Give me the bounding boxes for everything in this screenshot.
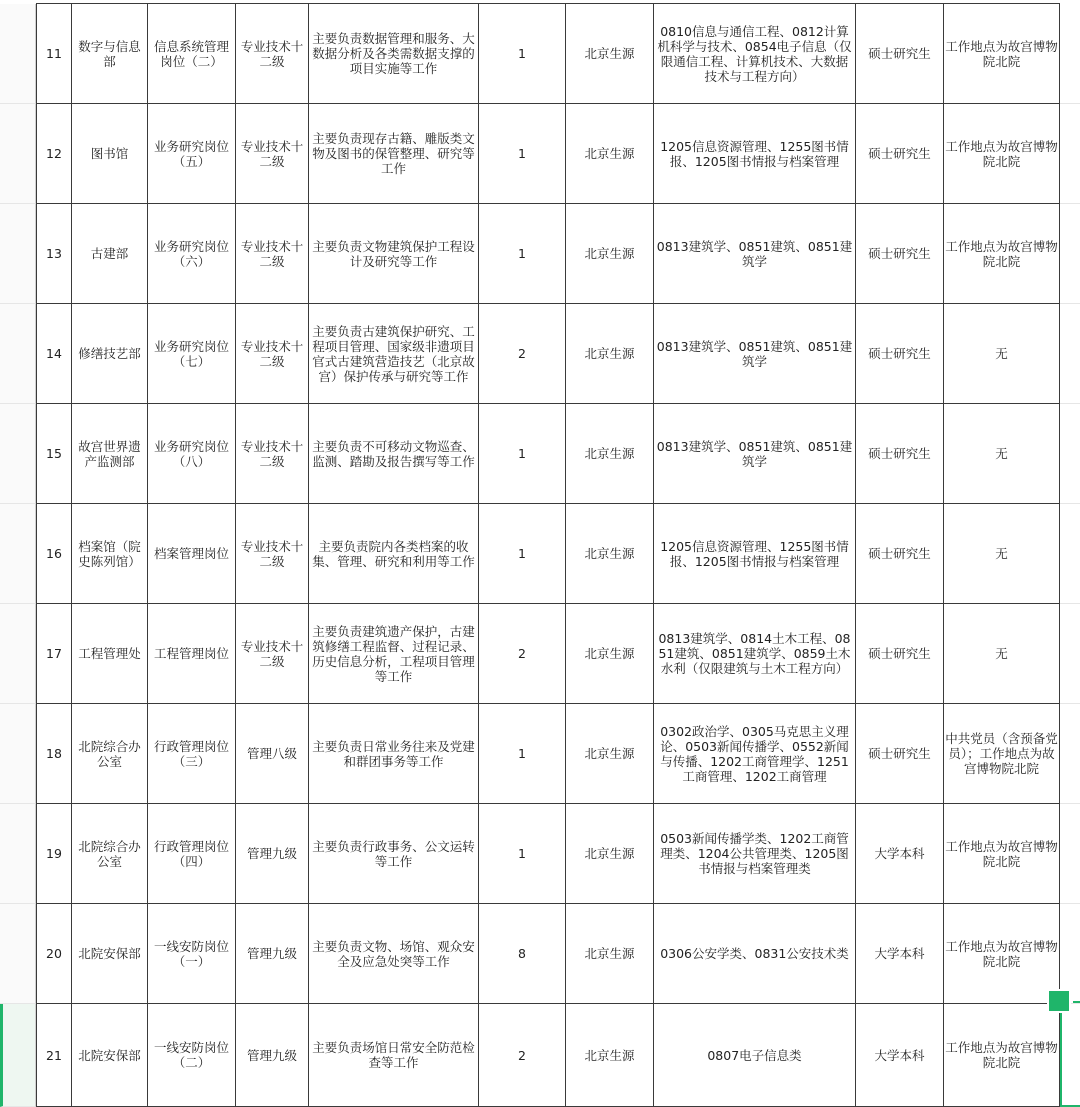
cell-count[interactable] bbox=[479, 304, 566, 404]
cell-post[interactable] bbox=[148, 904, 236, 1004]
cell-text: 0813建筑学、0814土木工程、0851建筑、0851建筑学、0859土木水利（仅限建筑与土木工程方向） bbox=[658, 631, 851, 676]
cell-text: 0810信息与通信工程、0812计算机科学与技术、0854电子信息（仅限通信工程、计算机技术、大数据技术与工程方向） bbox=[657, 23, 852, 84]
cell-text: 行政管理岗位（四） bbox=[153, 838, 229, 869]
cell-seq[interactable] bbox=[36, 4, 72, 104]
cell-note[interactable] bbox=[944, 704, 1060, 804]
cell-text: 北京生源 bbox=[584, 846, 635, 861]
cell-text: 北京生源 bbox=[584, 1047, 635, 1063]
cell-text: 业务研究岗位（八） bbox=[153, 438, 229, 469]
cell-count[interactable] bbox=[479, 104, 566, 204]
cell-duties[interactable] bbox=[309, 104, 479, 204]
cell-text: 档案馆（院史陈列馆） bbox=[78, 538, 141, 569]
cell-post[interactable] bbox=[148, 1004, 236, 1107]
cell-source[interactable] bbox=[566, 4, 654, 104]
cell-text: 2 bbox=[518, 1047, 526, 1063]
cell-text: 17 bbox=[46, 646, 62, 661]
cell-text: 无 bbox=[995, 646, 1008, 661]
cell-text: 工作地点为故宫博物院北院 bbox=[945, 938, 1058, 969]
cell-text: 无 bbox=[995, 446, 1008, 461]
cell-duties[interactable] bbox=[309, 304, 479, 404]
cell-dept[interactable] bbox=[72, 704, 148, 804]
cell-text: 业务研究岗位（五） bbox=[153, 138, 229, 169]
row-header[interactable] bbox=[0, 304, 36, 404]
cell-edu[interactable] bbox=[856, 4, 944, 104]
cell-level[interactable] bbox=[236, 704, 309, 804]
cell-dept[interactable] bbox=[72, 504, 148, 604]
cell-text: 专业技术十二级 bbox=[240, 238, 304, 269]
cell-edu[interactable] bbox=[856, 104, 944, 204]
cell-text: 13 bbox=[46, 246, 62, 261]
cell-text: 修缮技艺部 bbox=[78, 346, 141, 361]
cell-empty[interactable] bbox=[1060, 204, 1080, 304]
cell-dept[interactable] bbox=[72, 804, 148, 904]
cell-text: 信息系统管理岗位（二） bbox=[153, 38, 229, 69]
cell-empty[interactable] bbox=[1060, 304, 1080, 404]
cell-text: 北院安保部 bbox=[78, 1047, 141, 1063]
cell-seq[interactable] bbox=[36, 704, 72, 804]
cell-post[interactable] bbox=[148, 204, 236, 304]
cell-major[interactable] bbox=[654, 1004, 856, 1107]
cell-text: 工作地点为故宫博物院北院 bbox=[945, 238, 1058, 269]
cell-dept[interactable] bbox=[72, 4, 148, 104]
cell-note[interactable] bbox=[944, 204, 1060, 304]
cell-major[interactable] bbox=[654, 604, 856, 704]
cell-text: 北院安保部 bbox=[78, 946, 141, 961]
row-header[interactable] bbox=[0, 604, 36, 704]
cell-text: 业务研究岗位（七） bbox=[153, 338, 229, 369]
cell-source[interactable] bbox=[566, 804, 654, 904]
cell-empty[interactable] bbox=[1060, 104, 1080, 204]
cell-text: 专业技术十二级 bbox=[240, 138, 304, 169]
cell-level[interactable] bbox=[236, 4, 309, 104]
cell-post[interactable] bbox=[148, 304, 236, 404]
cell-text: 1205信息资源管理、1255图书情报、1205图书情报与档案管理 bbox=[660, 138, 849, 169]
cell-edu[interactable] bbox=[856, 904, 944, 1004]
cell-note[interactable] bbox=[944, 404, 1060, 504]
cell-text: 1 bbox=[518, 846, 526, 861]
cell-text: 0503新闻传播学类、1202工商管理类、1204公共管理类、1205图书情报与档案管理类 bbox=[660, 831, 849, 876]
cell-duties[interactable] bbox=[309, 604, 479, 704]
row-header[interactable] bbox=[0, 404, 36, 504]
cell-seq[interactable] bbox=[36, 404, 72, 504]
cell-count[interactable] bbox=[479, 4, 566, 104]
cell-count[interactable] bbox=[479, 1004, 566, 1107]
cell-text: 图书馆 bbox=[90, 146, 129, 161]
cell-level[interactable] bbox=[236, 304, 309, 404]
cell-note[interactable] bbox=[944, 304, 1060, 404]
row-header[interactable] bbox=[0, 904, 36, 1004]
cell-dept[interactable] bbox=[72, 304, 148, 404]
cell-text: 0302政治学、0305马克思主义理论、0503新闻传播学、0552新闻与传播、1202工商管理学、1251工商管理、1202工商管理 bbox=[660, 723, 849, 784]
cell-text: 中共党员（含预备党员）；工作地点为故宫博物院北院 bbox=[945, 731, 1058, 776]
cell-text: 北京生源 bbox=[584, 446, 635, 461]
cell-edu[interactable] bbox=[856, 404, 944, 504]
cell-duties[interactable] bbox=[309, 4, 479, 104]
cell-text: 0813建筑学、0851建筑、0851建筑学 bbox=[656, 238, 853, 269]
cell-text: 2 bbox=[518, 646, 526, 661]
cell-text: 专业技术十二级 bbox=[240, 38, 304, 69]
cell-text: 故宫世界遗产监测部 bbox=[78, 438, 141, 469]
cell-level[interactable] bbox=[236, 104, 309, 204]
cell-text: 0807电子信息类 bbox=[707, 1047, 802, 1063]
cell-text: 主要负责建筑遗产保护，古建筑修缮工程监督、过程记录、历史信息分析，工程项目管理等工作 bbox=[312, 623, 475, 684]
cell-source[interactable] bbox=[566, 204, 654, 304]
cell-level[interactable] bbox=[236, 604, 309, 704]
row-header[interactable] bbox=[0, 104, 36, 204]
cell-text: 硕士研究生 bbox=[868, 146, 931, 161]
cell-text: 硕士研究生 bbox=[868, 46, 931, 61]
cell-count[interactable] bbox=[479, 204, 566, 304]
cell-text: 工程管理处 bbox=[78, 646, 141, 661]
cell-text: 工作地点为故宫博物院北院 bbox=[945, 1040, 1058, 1070]
cell-major[interactable] bbox=[654, 804, 856, 904]
cell-text: 管理九级 bbox=[246, 1047, 297, 1063]
cell-text: 1205信息资源管理、1255图书情报、1205图书情报与档案管理 bbox=[660, 538, 849, 569]
cell-text: 业务研究岗位（六） bbox=[153, 238, 229, 269]
cell-text: 硕士研究生 bbox=[868, 446, 931, 461]
cell-dept[interactable] bbox=[72, 204, 148, 304]
cell-source[interactable] bbox=[566, 904, 654, 1004]
cell-text: 工程管理岗位 bbox=[153, 646, 229, 661]
cell-count[interactable] bbox=[479, 604, 566, 704]
cell-level[interactable] bbox=[236, 1004, 309, 1107]
cell-text: 工作地点为故宫博物院北院 bbox=[945, 138, 1058, 169]
cell-source[interactable] bbox=[566, 104, 654, 204]
cell-note[interactable] bbox=[944, 804, 1060, 904]
cell-seq[interactable] bbox=[36, 604, 72, 704]
cell-note[interactable] bbox=[944, 604, 1060, 704]
selection-fill-handle[interactable] bbox=[1047, 989, 1071, 1013]
cell-seq[interactable] bbox=[36, 504, 72, 604]
cell-text: 主要负责文物、场馆、观众安全及应急处突等工作 bbox=[312, 938, 475, 969]
cell-major[interactable] bbox=[654, 4, 856, 104]
cell-major[interactable] bbox=[654, 304, 856, 404]
cell-text: 大学本科 bbox=[874, 846, 925, 861]
cell-seq[interactable] bbox=[36, 104, 72, 204]
cell-empty[interactable] bbox=[1060, 704, 1080, 804]
cell-post[interactable] bbox=[148, 504, 236, 604]
cell-text: 1 bbox=[518, 546, 526, 561]
cell-text: 0306公安学类、0831公安技术类 bbox=[660, 946, 849, 961]
cell-text: 硕士研究生 bbox=[868, 646, 931, 661]
cell-source[interactable] bbox=[566, 704, 654, 804]
cell-major[interactable] bbox=[654, 204, 856, 304]
cell-seq[interactable] bbox=[36, 304, 72, 404]
cell-text: 1 bbox=[518, 746, 526, 761]
cell-text: 硕士研究生 bbox=[868, 546, 931, 561]
cell-post[interactable] bbox=[148, 604, 236, 704]
cell-text: 主要负责院内各类档案的收集、管理、研究和利用等工作 bbox=[312, 538, 475, 569]
cell-note[interactable] bbox=[944, 4, 1060, 104]
cell-text: 硕士研究生 bbox=[868, 246, 931, 261]
cell-text: 15 bbox=[46, 446, 62, 461]
cell-text: 无 bbox=[995, 546, 1008, 561]
cell-text: 档案管理岗位 bbox=[153, 546, 229, 561]
cell-duties[interactable] bbox=[309, 704, 479, 804]
cell-text: 北京生源 bbox=[584, 346, 635, 361]
cell-text: 主要负责数据管理和服务、大数据分析及各类需数据支撑的项目实施等工作 bbox=[312, 31, 475, 76]
cell-dept[interactable] bbox=[72, 604, 148, 704]
cell-note[interactable] bbox=[944, 504, 1060, 604]
row-header[interactable] bbox=[0, 1004, 36, 1107]
selection-frame bbox=[1060, 1002, 1080, 1107]
cell-major[interactable] bbox=[654, 404, 856, 504]
cell-text: 主要负责日常业务往来及党建和群团事务等工作 bbox=[312, 738, 475, 769]
cell-text: 北京生源 bbox=[584, 546, 635, 561]
cell-count[interactable] bbox=[479, 404, 566, 504]
cell-text: 专业技术十二级 bbox=[240, 338, 304, 369]
cell-text: 大学本科 bbox=[874, 946, 925, 961]
cell-edu[interactable] bbox=[856, 504, 944, 604]
cell-text: 16 bbox=[46, 546, 62, 561]
cell-count[interactable] bbox=[479, 504, 566, 604]
cell-text: 0813建筑学、0851建筑、0851建筑学 bbox=[656, 338, 853, 369]
cell-source[interactable] bbox=[566, 404, 654, 504]
cell-text: 工作地点为故宫博物院北院 bbox=[945, 38, 1058, 69]
cell-duties[interactable] bbox=[309, 504, 479, 604]
cell-text: 北京生源 bbox=[584, 646, 635, 661]
cell-duties[interactable] bbox=[309, 204, 479, 304]
cell-level[interactable] bbox=[236, 804, 309, 904]
cell-post[interactable] bbox=[148, 704, 236, 804]
cell-text: 主要负责不可移动文物巡查、监测、踏勘及报告撰写等工作 bbox=[312, 438, 475, 469]
cell-text: 21 bbox=[46, 1047, 62, 1063]
cell-post[interactable] bbox=[148, 804, 236, 904]
cell-note[interactable] bbox=[944, 904, 1060, 1004]
cell-text: 2 bbox=[518, 346, 526, 361]
cell-text: 北京生源 bbox=[584, 46, 635, 61]
cell-text: 管理九级 bbox=[246, 846, 297, 861]
cell-text: 北京生源 bbox=[584, 946, 635, 961]
cell-major[interactable] bbox=[654, 904, 856, 1004]
cell-text: 1 bbox=[518, 46, 526, 61]
cell-text: 古建部 bbox=[90, 246, 129, 261]
row-header[interactable] bbox=[0, 804, 36, 904]
cell-post[interactable] bbox=[148, 404, 236, 504]
cell-duties[interactable] bbox=[309, 904, 479, 1004]
cell-text: 北京生源 bbox=[584, 246, 635, 261]
cell-text: 专业技术十二级 bbox=[240, 638, 304, 669]
cell-empty[interactable] bbox=[1060, 4, 1080, 104]
cell-text: 1 bbox=[518, 146, 526, 161]
cell-level[interactable] bbox=[236, 504, 309, 604]
cell-source[interactable] bbox=[566, 504, 654, 604]
cell-level[interactable] bbox=[236, 904, 309, 1004]
cell-text: 8 bbox=[518, 946, 526, 961]
cell-duties[interactable] bbox=[309, 404, 479, 504]
cell-level[interactable] bbox=[236, 204, 309, 304]
cell-duties[interactable] bbox=[309, 1004, 479, 1107]
cell-major[interactable] bbox=[654, 104, 856, 204]
cell-count[interactable] bbox=[479, 704, 566, 804]
cell-edu[interactable] bbox=[856, 304, 944, 404]
cell-text: 12 bbox=[46, 146, 62, 161]
cell-seq[interactable] bbox=[36, 1004, 72, 1107]
cell-text: 一线安防岗位（二） bbox=[153, 1040, 229, 1070]
cell-text: 管理九级 bbox=[246, 946, 297, 961]
cell-text: 14 bbox=[46, 346, 62, 361]
cell-text: 工作地点为故宫博物院北院 bbox=[945, 838, 1058, 869]
row-header[interactable] bbox=[0, 204, 36, 304]
cell-text: 主要负责现存古籍、雕版类文物及图书的保管整理、研究等工作 bbox=[312, 131, 475, 176]
cell-text: 北京生源 bbox=[584, 746, 635, 761]
cell-text: 北院综合办公室 bbox=[78, 738, 141, 769]
cell-empty[interactable] bbox=[1060, 804, 1080, 904]
selection-frame-top bbox=[1073, 1001, 1080, 1003]
cell-edu[interactable] bbox=[856, 804, 944, 904]
cell-count[interactable] bbox=[479, 804, 566, 904]
cell-text: 专业技术十二级 bbox=[240, 538, 304, 569]
cell-text: 主要负责文物建筑保护工程设计及研究等工作 bbox=[312, 238, 475, 269]
row-header[interactable] bbox=[0, 704, 36, 804]
cell-edu[interactable] bbox=[856, 1004, 944, 1107]
cell-level[interactable] bbox=[236, 404, 309, 504]
cell-dept[interactable] bbox=[72, 904, 148, 1004]
row-header[interactable] bbox=[0, 504, 36, 604]
cell-seq[interactable] bbox=[36, 904, 72, 1004]
cell-text: 北院综合办公室 bbox=[78, 838, 141, 869]
cell-note[interactable] bbox=[944, 1004, 1060, 1107]
cell-source[interactable] bbox=[566, 604, 654, 704]
cell-text: 主要负责古建筑保护研究、工程项目管理、国家级非遗项目官式古建筑营造技艺（北京故宫）保护传承与研究等工作 bbox=[312, 323, 475, 384]
cell-text: 管理八级 bbox=[246, 746, 297, 761]
cell-dept[interactable] bbox=[72, 404, 148, 504]
cell-text: 18 bbox=[46, 746, 62, 761]
cell-source[interactable] bbox=[566, 304, 654, 404]
cell-edu[interactable] bbox=[856, 604, 944, 704]
cell-text: 硕士研究生 bbox=[868, 746, 931, 761]
cell-post[interactable] bbox=[148, 4, 236, 104]
cell-seq[interactable] bbox=[36, 204, 72, 304]
cell-text: 主要负责行政事务、公文运转等工作 bbox=[312, 838, 475, 869]
cell-major[interactable] bbox=[654, 504, 856, 604]
cell-text: 1 bbox=[518, 446, 526, 461]
cell-text: 一线安防岗位（一） bbox=[153, 938, 229, 969]
cell-text: 0813建筑学、0851建筑、0851建筑学 bbox=[656, 438, 853, 469]
cell-text: 专业技术十二级 bbox=[240, 438, 304, 469]
cell-text: 主要负责场馆日常安全防范检查等工作 bbox=[312, 1040, 475, 1070]
cell-major[interactable] bbox=[654, 704, 856, 804]
cell-text: 无 bbox=[995, 346, 1008, 361]
cell-text: 19 bbox=[46, 846, 62, 861]
cell-empty[interactable] bbox=[1060, 604, 1080, 704]
cell-text: 大学本科 bbox=[874, 1047, 925, 1063]
cell-dept[interactable] bbox=[72, 104, 148, 204]
cell-post[interactable] bbox=[148, 104, 236, 204]
cell-duties[interactable] bbox=[309, 804, 479, 904]
row-header[interactable] bbox=[0, 4, 36, 104]
cell-note[interactable] bbox=[944, 104, 1060, 204]
cell-text: 硕士研究生 bbox=[868, 346, 931, 361]
cell-text: 1 bbox=[518, 246, 526, 261]
cell-text: 行政管理岗位（三） bbox=[153, 738, 229, 769]
cell-text: 北京生源 bbox=[584, 146, 635, 161]
cell-edu[interactable] bbox=[856, 204, 944, 304]
cell-count[interactable] bbox=[479, 904, 566, 1004]
cell-empty[interactable] bbox=[1060, 504, 1080, 604]
table-top-border bbox=[36, 3, 1060, 4]
cell-dept[interactable] bbox=[72, 1004, 148, 1107]
cell-text: 11 bbox=[46, 46, 62, 61]
cell-source[interactable] bbox=[566, 1004, 654, 1107]
cell-edu[interactable] bbox=[856, 704, 944, 804]
cell-empty[interactable] bbox=[1060, 404, 1080, 504]
cell-text: 数字与信息部 bbox=[78, 38, 141, 69]
cell-text: 20 bbox=[46, 946, 62, 961]
cell-seq[interactable] bbox=[36, 804, 72, 904]
